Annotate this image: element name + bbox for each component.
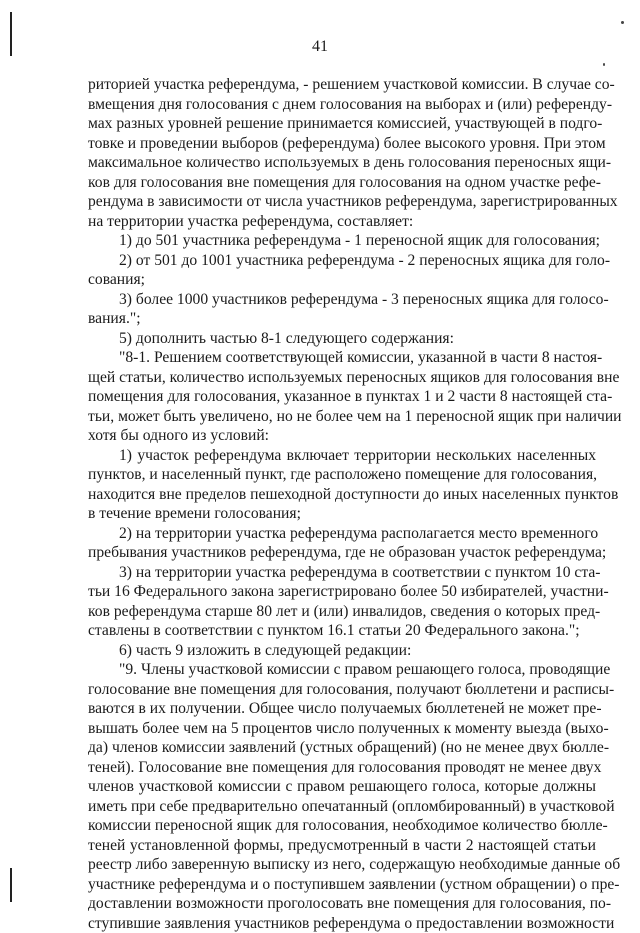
text-line: риторией участка референдума, - решением участковой комиссии. В случае со- [88,75,596,95]
text-line: ков референдума старше 80 лет и (или) инвалидов, сведения о которых пред- [88,602,596,622]
text-line: теней). Голосование вне помещения для голосования проводят не менее двух [88,758,596,778]
text-line: помещения для голосования, указанное в пунктах 1 и 2 части 8 настоящей ста- [88,387,596,407]
text-line: в течение времени голосования; [88,504,596,524]
text-line: вмещения дня голосования с днем голосования на выборах и (или) референду- [88,95,596,115]
text-line: членов участковой комиссии с правом решающего голоса, которые должны [88,777,596,797]
text-line: 2) на территории участка референдума располагается место временного [88,524,596,544]
text-line: теней установленной формы, предусмотренный в части 2 настоящей статьи [88,836,596,856]
page-number: 41 [0,38,640,56]
text-line: "8-1. Решением соответствующей комиссии, указанной в части 8 настоя- [88,348,596,368]
text-line: 2) от 501 до 1001 участника референдума - 2 переносных ящика для голо- [88,251,596,271]
text-line: максимальное количество используемых в день голосования переносных ящи- [88,153,596,173]
text-line: доставлении возможности проголосовать вне помещения для голосования, по- [88,894,596,914]
text-line: 3) на территории участка референдума в соответствии с пунктом 10 ста- [88,563,596,583]
text-line: участнике референдума и о поступившем заявлении (устном обращении) о пре- [88,875,596,895]
scan-speck [621,21,624,24]
text-line: мах разных уровней решение принимается комиссией, участвующей в подго- [88,114,596,134]
text-line: вания."; [88,309,596,329]
text-line: ступившие заявления участников референдума о предоставлении возможности [88,914,596,933]
text-line: комиссии переносной ящик для голосования, необходимое количество бюлле- [88,816,596,836]
text-line: сования; [88,270,596,290]
text-line: находится вне пределов пешеходной доступности до иных населенных пунктов [88,485,596,505]
text-line: реестр либо заверенную выписку из него, содержащую необходимые данные об [88,855,596,875]
text-line: ставлены в соответствии с пунктом 16.1 статьи 20 Федерального закона."; [88,621,596,641]
text-line: щей статьи, количество используемых переносных ящиков для голосования вне [88,368,596,388]
text-line: ваются в их получении. Общее число получаемых бюллетеней не может пре- [88,699,596,719]
text-line: ков для голосования вне помещения для голосования на одном участке рефе- [88,173,596,193]
text-line: хотя бы одного из условий: [88,426,596,446]
text-line: пунктов, и населенный пункт, где расположено помещение для голосования, [88,465,596,485]
text-line: на территории участка референдума, составляет: [88,212,596,232]
document-body [88,75,596,933]
text-line: пребывания участников референдума, где не образован участок референдума; [88,543,596,563]
text-line: 5) дополнить частью 8-1 следующего содержания: [88,329,596,349]
text-line: голосование вне помещения для голосования, получают бюллетени и расписы- [88,680,596,700]
scan-edge-mark [10,868,12,902]
text-line: 1) до 501 участника референдума - 1 переносной ящик для голосования; [88,231,596,251]
text-line: 1) участок референдума включает территории нескольких населенных [88,446,596,466]
text-line: товке и проведении выборов (референдума) более высокого уровня. При этом [88,134,596,154]
text-line: да) членов комиссии заявлений (устных обращений) (но не менее двух бюлле- [88,738,596,758]
text-line: тьи 16 Федерального закона зарегистрировано более 50 избирателей, участни- [88,582,596,602]
text-line: иметь при себе предварительно опечатанный (опломбированный) в участковой [88,797,596,817]
text-line: тьи, может быть увеличено, но не более чем на 1 переносной ящик при наличии [88,407,596,427]
text-line: рендума в зависимости от числа участников референдума, зарегистрированных [88,192,596,212]
text-line: 3) более 1000 участников референдума - 3 переносных ящика для голосо- [88,290,596,310]
text-line: 6) часть 9 изложить в следующей редакции: [88,641,596,661]
text-line: "9. Члены участковой комиссии с правом решающего голоса, проводящие [88,660,596,680]
scan-speck [603,63,605,66]
text-line: вышать более чем на 5 процентов число полученных к моменту выезда (выхо- [88,719,596,739]
